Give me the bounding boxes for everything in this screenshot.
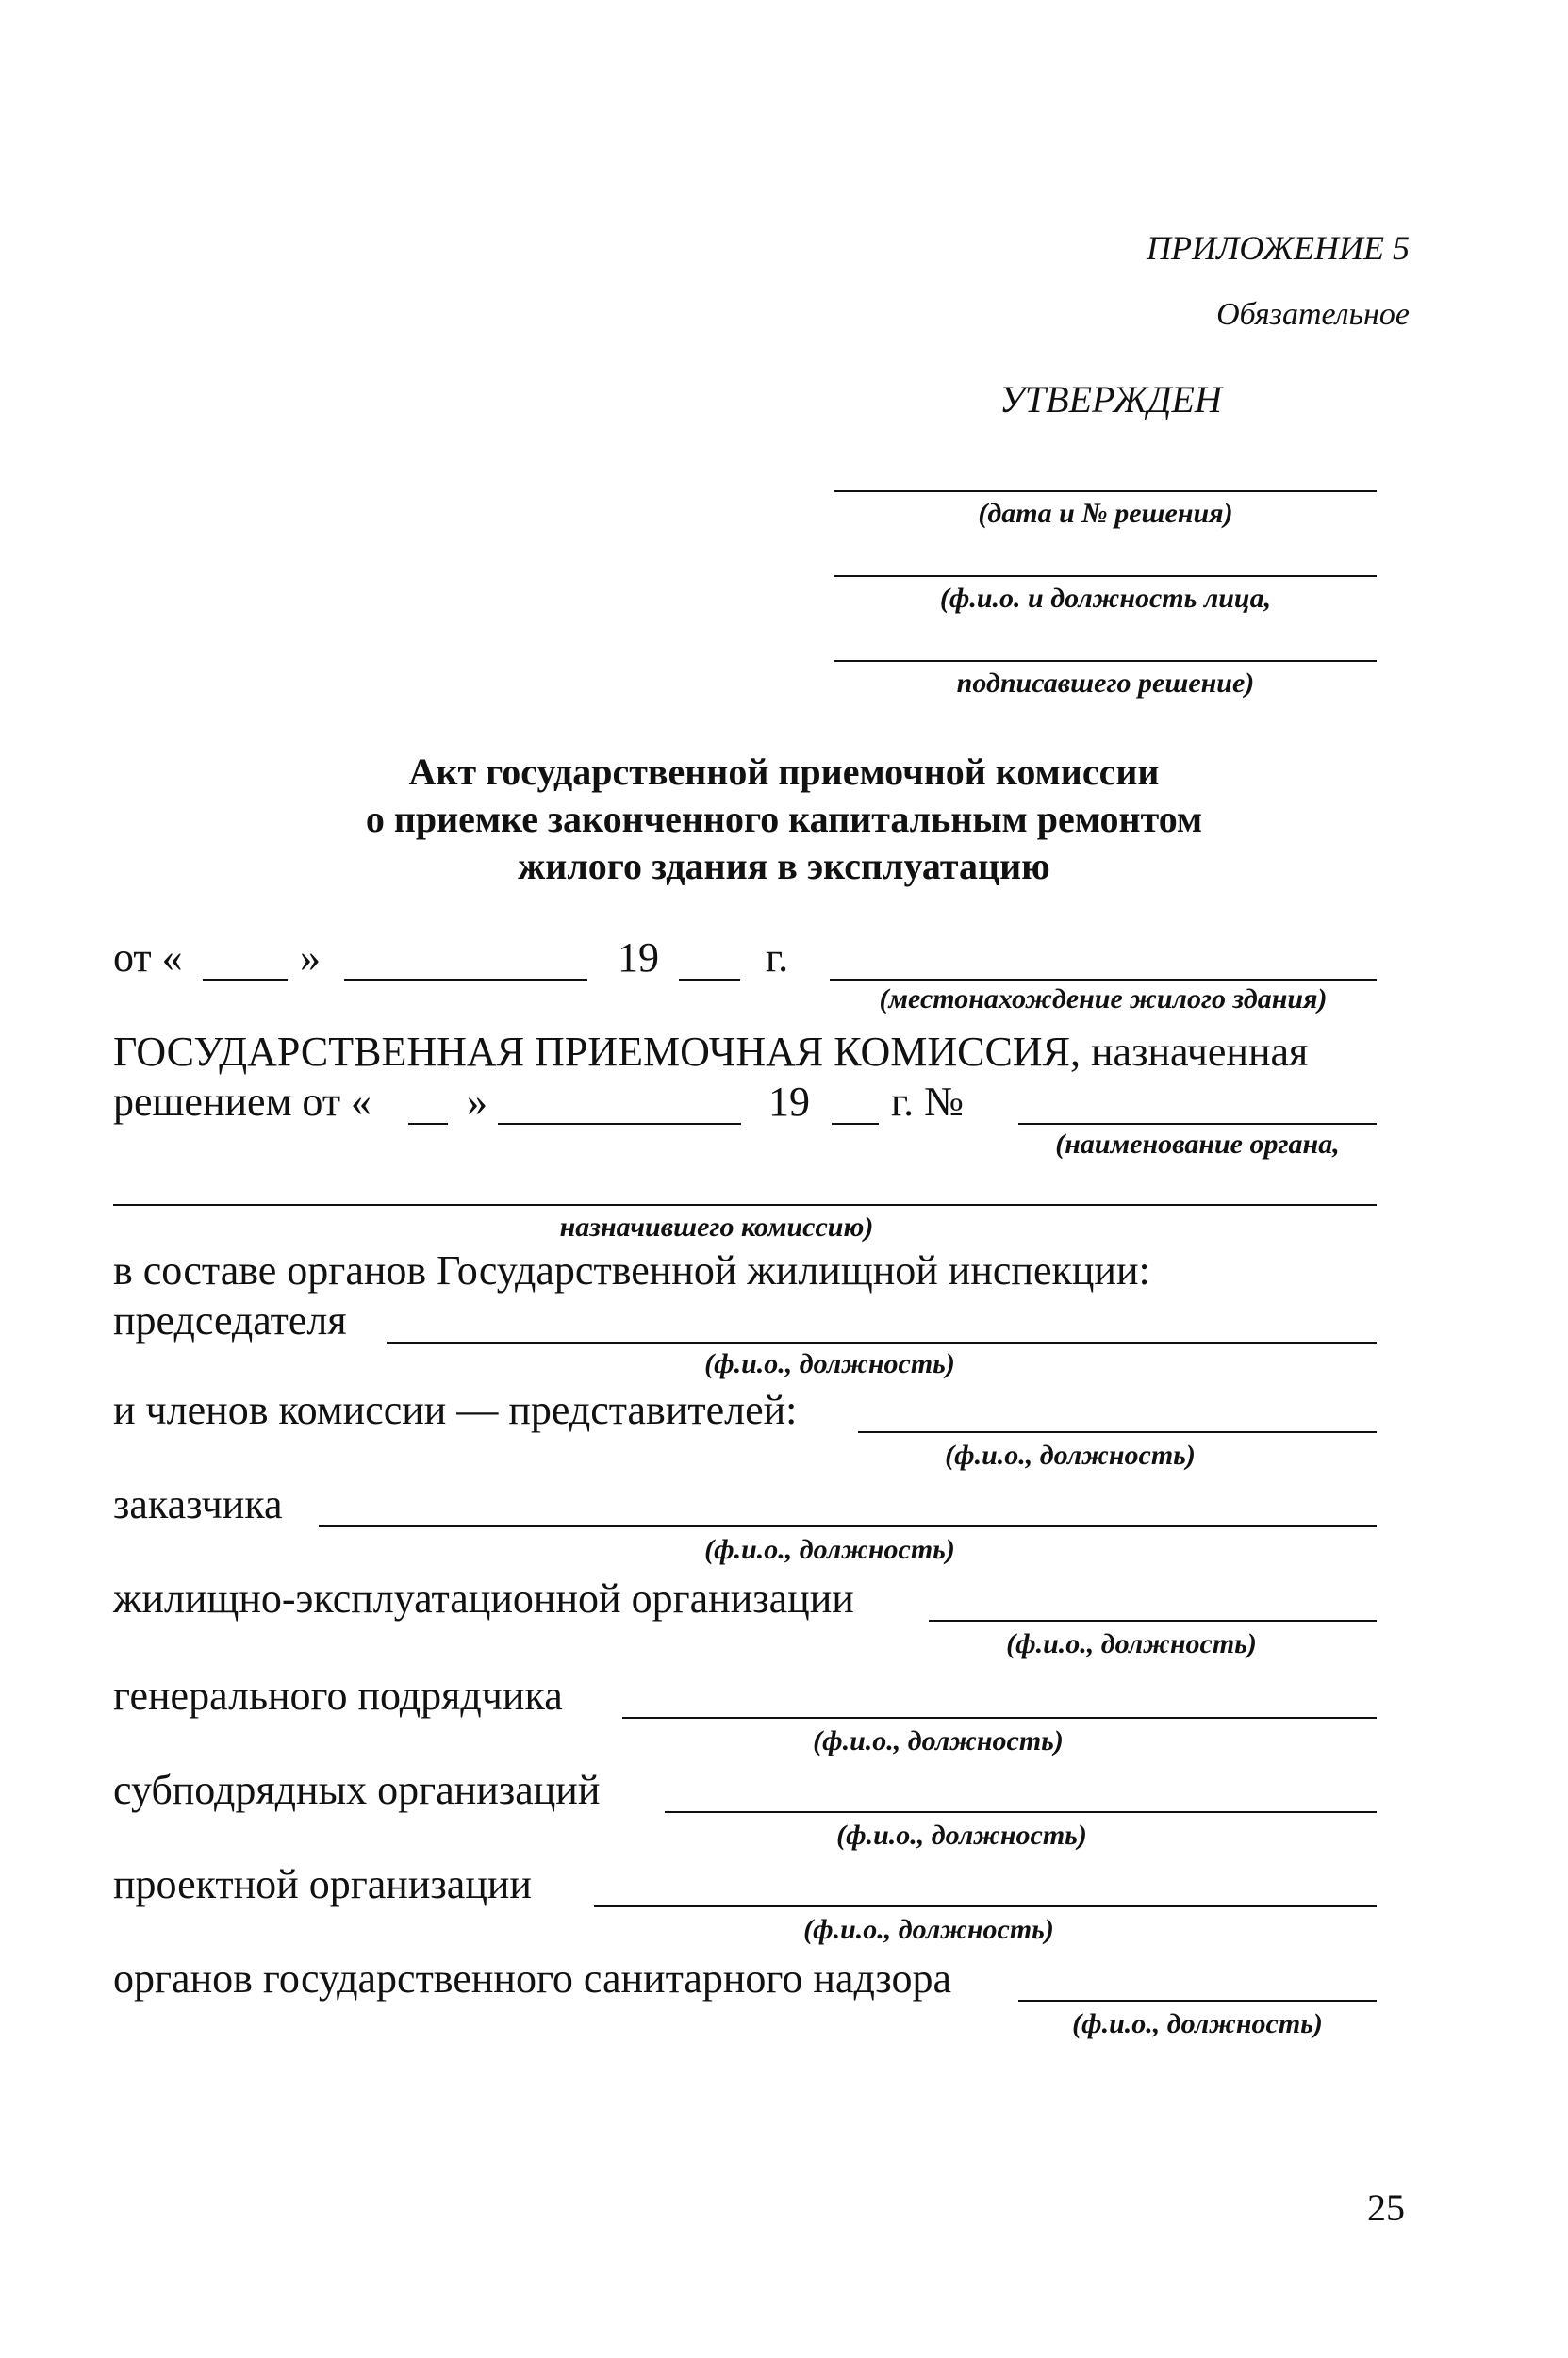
commission-line-2-prefix: решением от «	[113, 1079, 372, 1125]
date-year-blank[interactable]	[679, 979, 740, 981]
commission-day-blank[interactable]	[408, 1123, 448, 1125]
page-number: 25	[1367, 2186, 1405, 2229]
housing-org-label: жилищно-эксплуатационной организации	[113, 1575, 854, 1622]
design-org-caption: (ф.и.о., должность)	[803, 1914, 1054, 1945]
customer-blank[interactable]	[319, 1525, 1377, 1527]
decision-date-caption: (дата и № решения)	[978, 498, 1233, 529]
signer-line-2	[834, 660, 1377, 662]
housing-org-blank[interactable]	[929, 1620, 1377, 1622]
date-g: г.	[766, 934, 789, 981]
sanitary-label: органов государственного санитарного надзора	[113, 1955, 952, 2002]
members-label: и членов комиссии — представителей:	[113, 1387, 798, 1433]
date-month-blank[interactable]	[344, 979, 587, 981]
appendix-label: ПРИЛОЖЕНИЕ 5	[1147, 229, 1410, 267]
housing-org-caption: (ф.и.о., должность)	[1006, 1628, 1257, 1659]
act-title-line-1: Акт государственной приемочной комиссии	[408, 750, 1160, 793]
commission-close-quote: »	[467, 1079, 487, 1125]
design-org-label: проектной организации	[113, 1861, 532, 1907]
general-contractor-blank[interactable]	[622, 1717, 1377, 1719]
organ-blank[interactable]	[113, 1204, 1377, 1206]
general-contractor-caption: (ф.и.о., должность)	[813, 1725, 1064, 1756]
signer-line-1	[834, 575, 1377, 577]
decision-date-line	[834, 490, 1377, 492]
date-ot: от «	[113, 934, 183, 981]
commission-number-blank[interactable]	[1018, 1123, 1377, 1125]
chairman-label: председателя	[113, 1297, 347, 1344]
signer-caption-2: подписавшего решение)	[956, 668, 1255, 699]
mandatory-label: Обязательное	[1216, 297, 1410, 332]
subcontractors-caption: (ф.и.о., должность)	[836, 1820, 1087, 1851]
approved-label: УТВЕРЖДЕН	[999, 378, 1222, 420]
members-caption: (ф.и.о., должность)	[945, 1440, 1196, 1471]
commission-year: 19	[768, 1079, 810, 1125]
customer-caption: (ф.и.о., должность)	[704, 1534, 955, 1565]
subcontractors-blank[interactable]	[665, 1811, 1377, 1813]
location-caption: (местонахождение жилого здания)	[879, 983, 1328, 1014]
signer-caption-1: (ф.и.о. и должность лица,	[939, 583, 1272, 614]
general-contractor-label: генерального подрядчика	[113, 1673, 563, 1719]
date-year: 19	[618, 934, 659, 981]
commission-line-1: ГОСУДАРСТВЕННАЯ ПРИЕМОЧНАЯ КОМИССИЯ, назначенная	[113, 1029, 1309, 1075]
organ-caption-1: (наименование органа,	[1055, 1129, 1340, 1160]
date-close-quote: »	[300, 934, 321, 981]
subcontractors-label: субподрядных организаций	[113, 1767, 601, 1813]
chairman-caption: (ф.и.о., должность)	[704, 1348, 955, 1379]
location-blank[interactable]	[830, 979, 1377, 981]
act-title-line-2: о приемке законченного капитальным ремонтом	[365, 798, 1203, 840]
date-day-blank[interactable]	[203, 979, 288, 981]
commission-g-no: г. №	[891, 1079, 965, 1125]
design-org-blank[interactable]	[594, 1905, 1377, 1907]
commission-month-blank[interactable]	[498, 1123, 741, 1125]
members-blank[interactable]	[858, 1431, 1377, 1433]
commission-year-blank[interactable]	[832, 1123, 879, 1125]
act-title-line-3: жилого здания в эксплуатацию	[518, 845, 1050, 887]
chairman-blank[interactable]	[387, 1342, 1377, 1344]
sanitary-caption: (ф.и.о., должность)	[1072, 2008, 1323, 2039]
sanitary-blank[interactable]	[1018, 2000, 1377, 2002]
customer-label: заказчика	[113, 1481, 283, 1527]
organ-caption-2: назначившего комиссию)	[559, 1212, 874, 1243]
composition-intro: в составе органов Государственной жилищной инспекции:	[113, 1247, 1150, 1294]
